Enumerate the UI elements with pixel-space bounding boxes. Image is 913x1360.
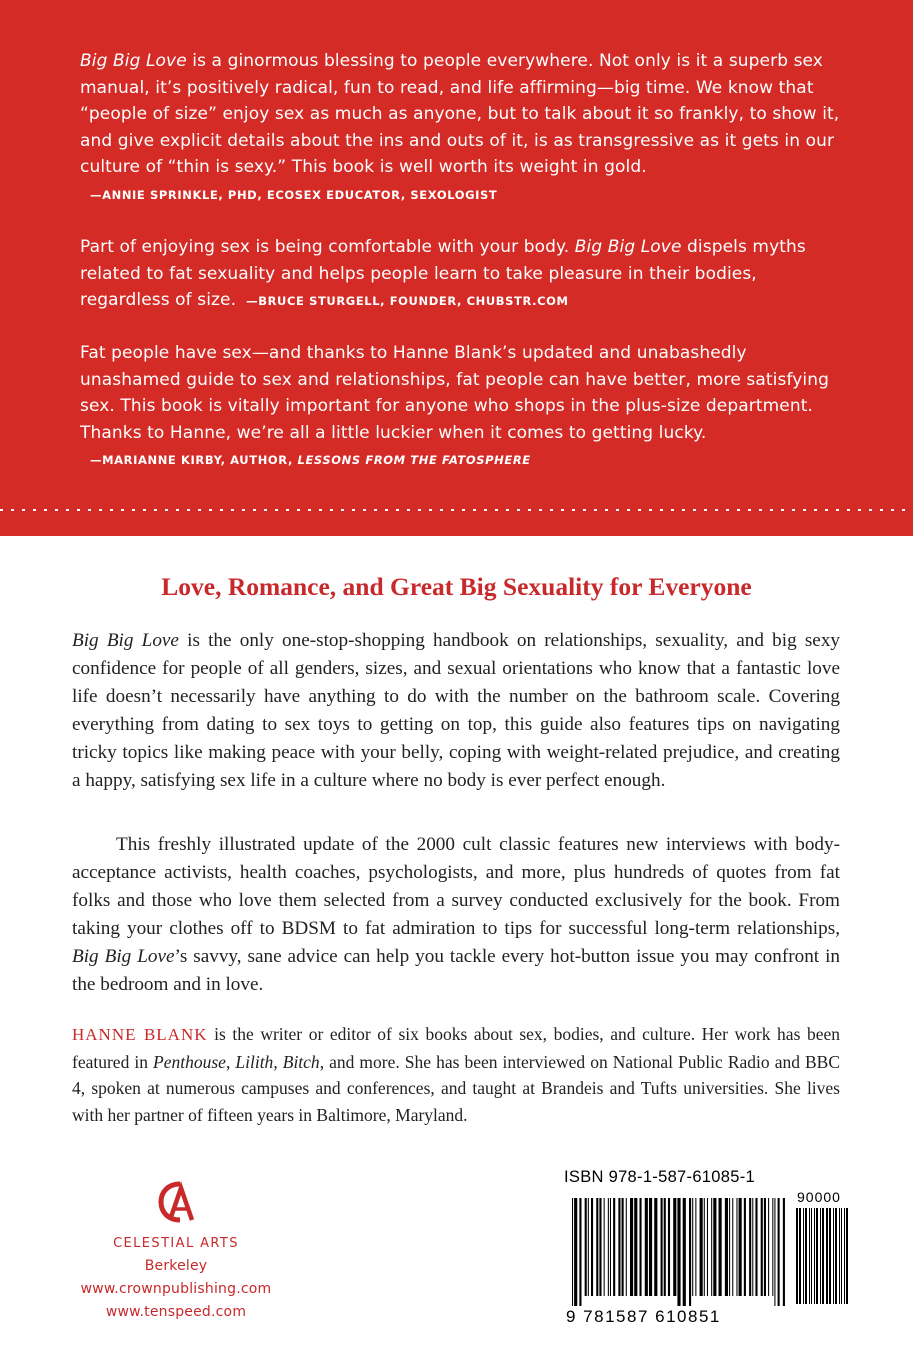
description-text: This freshly illustrated update of the 2000 cult classic features new interviews with body-acceptance activists, health coaches, psychologists, and more, plus hundreds of quotes from fat folks and those who love them selected from a survey conducted exclusively for the book. From taking your clothes off to BDSM to fat admiration to tips for successful long-term relationships, bbox=[72, 834, 840, 939]
price-bar bbox=[816, 1208, 818, 1304]
barcode-digits: 9 781587 610851 bbox=[566, 1307, 721, 1326]
barcode-bar bbox=[579, 1198, 581, 1306]
barcode-bar bbox=[711, 1198, 712, 1296]
publication-lilith: Lilith bbox=[235, 1051, 274, 1072]
isbn-label: ISBN 978-1-587-61085-1 bbox=[564, 1168, 755, 1186]
headline: Love, Romance, and Great Big Sexuality for Everyone bbox=[161, 572, 752, 601]
barcode-bar bbox=[596, 1198, 598, 1296]
barcode-bar bbox=[654, 1198, 657, 1296]
endorsement-2 bbox=[80, 234, 840, 315]
separator: , bbox=[273, 1051, 283, 1072]
price-bar bbox=[814, 1208, 815, 1304]
book-title: Big Big Love bbox=[574, 237, 682, 257]
publication-penthouse: Penthouse bbox=[153, 1051, 226, 1072]
publisher-url-crown: www.crownpublishing.com bbox=[80, 1281, 272, 1297]
barcode-bar bbox=[626, 1198, 627, 1296]
price-bar bbox=[835, 1208, 837, 1304]
author-bio bbox=[72, 1021, 840, 1128]
barcode-bar bbox=[764, 1198, 766, 1296]
barcode-bar bbox=[695, 1198, 696, 1296]
book-title: Big Big Love bbox=[72, 630, 179, 651]
barcode-bar bbox=[783, 1198, 785, 1306]
book-title: Big Big Love bbox=[72, 946, 175, 967]
barcode-bar bbox=[736, 1198, 737, 1296]
price-bar bbox=[826, 1208, 828, 1304]
price-bar bbox=[833, 1208, 834, 1304]
price-bar bbox=[841, 1208, 842, 1304]
barcode-bar bbox=[774, 1198, 775, 1306]
publication-bitch: Bitch bbox=[282, 1051, 320, 1072]
barcode-bar bbox=[645, 1198, 648, 1296]
endorsement-1 bbox=[80, 48, 840, 209]
price-bar bbox=[822, 1208, 824, 1304]
barcode-bar bbox=[713, 1198, 716, 1296]
barcode-bar bbox=[661, 1198, 663, 1296]
description-text-continued: ’s savvy, sane advice can help you tackle every hot-button issue you may confront in the bedroom and in love. bbox=[72, 946, 840, 995]
description-text: is the only one-stop-shopping handbook on relationships, sexuality, and big sexy confidence for people of all genders, sizes, and sexual orientations who know that a fantastic love life doesn’t necessarily have anything to do with the number on the bathroom scale. Covering everything from dating to sex toys to getting on top, this guide also features tips on navigating tricky topics like making peace with your belly, coping with weight-related prejudice, and creating a happy, satisfying sex life in a culture where no body is ever perfect enough. bbox=[72, 630, 841, 791]
panel-bottom-band bbox=[0, 516, 913, 536]
attribution-name: —MARIANNE KIRBY, AUTHOR, bbox=[90, 453, 298, 468]
barcode-bar bbox=[574, 1198, 577, 1306]
barcode-bar bbox=[704, 1198, 705, 1296]
barcode-bar bbox=[772, 1198, 773, 1296]
barcode-bar bbox=[689, 1198, 691, 1306]
barcode-bar bbox=[749, 1198, 751, 1296]
barcode-bar bbox=[752, 1198, 753, 1296]
barcode-bar bbox=[700, 1198, 703, 1296]
celestial-arts-logo-icon bbox=[156, 1180, 196, 1224]
bio-text-continued: , and more. She has been interviewed on National Public Radio and BBC 4, spoken at numerous campuses and conferences, and taught at Brandeis and Tufts universities. She lives with her partner of fifteen years in Baltimore, Maryland. bbox=[72, 1051, 841, 1125]
price-bar bbox=[796, 1208, 798, 1304]
author-name: HANNE BLANK bbox=[72, 1025, 208, 1044]
barcode-bar bbox=[761, 1198, 763, 1296]
endorsement-text: is a ginormous blessing to people everywhere. Not only is it a superb sex manual, it’s positively radical, fun to read, and life affirming—big time. We know that “people of size” enjoy sex as much as anyone, but to talk about it so frankly, to show it, and give explicit details about the ins and outs of it, is as transgressive as it gets in our culture of “thin is sexy.” This book is well worth its weight in gold. bbox=[80, 51, 840, 178]
barcode-bar bbox=[639, 1198, 641, 1296]
barcode-bar bbox=[755, 1198, 757, 1296]
barcode-bar bbox=[744, 1198, 746, 1296]
barcode-bar bbox=[608, 1198, 609, 1296]
barcode-bar bbox=[739, 1198, 742, 1296]
barcode-bars bbox=[564, 1192, 854, 1310]
endorsement-text-continued: dispels myths related to fat sexuality and helps people learn to take pleasure in their bodies, regardless of size. bbox=[80, 237, 806, 311]
price-bar bbox=[811, 1208, 812, 1304]
isbn-barcode bbox=[564, 1168, 854, 1332]
endorsement-text: Part of enjoying sex is being comfortable with your body. bbox=[80, 237, 575, 257]
barcode-bar bbox=[599, 1198, 601, 1296]
barcode-bar bbox=[613, 1198, 615, 1296]
barcode-bar bbox=[664, 1198, 666, 1296]
separator: , bbox=[225, 1051, 236, 1072]
price-bar bbox=[829, 1208, 831, 1304]
endorsement-attribution: —BRUCE STURGELL, FOUNDER, CHUBSTR.COM bbox=[246, 294, 569, 309]
publisher-url-tenspeed: www.tenspeed.com bbox=[105, 1304, 247, 1320]
barcode-bar bbox=[649, 1198, 652, 1296]
price-bar bbox=[820, 1208, 821, 1304]
endorsement-text: Fat people have sex—and thanks to Hanne Blank’s updated and unabashedly unashamed guide to sex and relationships, fat people can have better, more satisfying sex. This book is vitally important for anyone who shops in the plus-size department. Thanks to Hanne, we’re all a little luckier when it comes to getting lucky. bbox=[80, 343, 829, 443]
barcode-bar bbox=[778, 1198, 780, 1306]
price-code: 90000 bbox=[797, 1189, 841, 1205]
barcode-bar bbox=[719, 1198, 722, 1296]
attribution-book-title: LESSONS FROM THE FATOSPHERE bbox=[297, 453, 531, 468]
publisher-city: Berkeley bbox=[144, 1258, 208, 1274]
barcode-bar bbox=[692, 1198, 693, 1296]
book-title: Big Big Love bbox=[80, 51, 187, 71]
description-paragraph-1 bbox=[72, 627, 840, 795]
barcode-bar bbox=[683, 1198, 686, 1306]
description-paragraph-2 bbox=[72, 831, 840, 999]
barcode-bar bbox=[634, 1198, 637, 1296]
barcode-bar bbox=[732, 1198, 733, 1296]
price-bar bbox=[799, 1208, 801, 1304]
barcode-bar bbox=[604, 1198, 605, 1296]
barcode-bar bbox=[585, 1198, 587, 1296]
barcode-bar bbox=[668, 1198, 670, 1296]
barcode-bar bbox=[673, 1198, 676, 1296]
endorsement-3 bbox=[80, 340, 840, 474]
dotted-divider bbox=[0, 506, 913, 516]
publisher-block bbox=[60, 1180, 292, 1324]
price-bar bbox=[846, 1208, 848, 1304]
barcode-bar bbox=[618, 1198, 620, 1296]
publisher-name: CELESTIAL ARTS bbox=[113, 1236, 239, 1251]
barcode-bar bbox=[630, 1198, 633, 1296]
barcode-bar bbox=[725, 1198, 728, 1296]
barcode-bar bbox=[588, 1198, 589, 1296]
price-bar bbox=[839, 1208, 840, 1304]
barcode-bar bbox=[729, 1198, 730, 1296]
endorsement-attribution: —ANNIE SPRINKLE, PHD, ECOSEX EDUCATOR, SEXOLOGIST bbox=[90, 187, 498, 202]
endorsement-attribution bbox=[90, 453, 531, 467]
barcode-bar bbox=[677, 1198, 680, 1306]
price-bar bbox=[809, 1208, 810, 1304]
barcode-bar bbox=[591, 1198, 593, 1296]
barcode-bar bbox=[622, 1198, 624, 1296]
price-bar bbox=[805, 1208, 807, 1304]
bio-text: is the writer or editor of six books about sex, bodies, and culture. Her work has been featured in bbox=[72, 1024, 841, 1072]
price-bar bbox=[803, 1208, 804, 1304]
barcode-bar bbox=[768, 1198, 769, 1296]
price-bar bbox=[844, 1208, 845, 1304]
barcode-bar bbox=[707, 1198, 708, 1296]
barcode-bar bbox=[572, 1198, 573, 1306]
barcode-bar bbox=[610, 1198, 611, 1296]
